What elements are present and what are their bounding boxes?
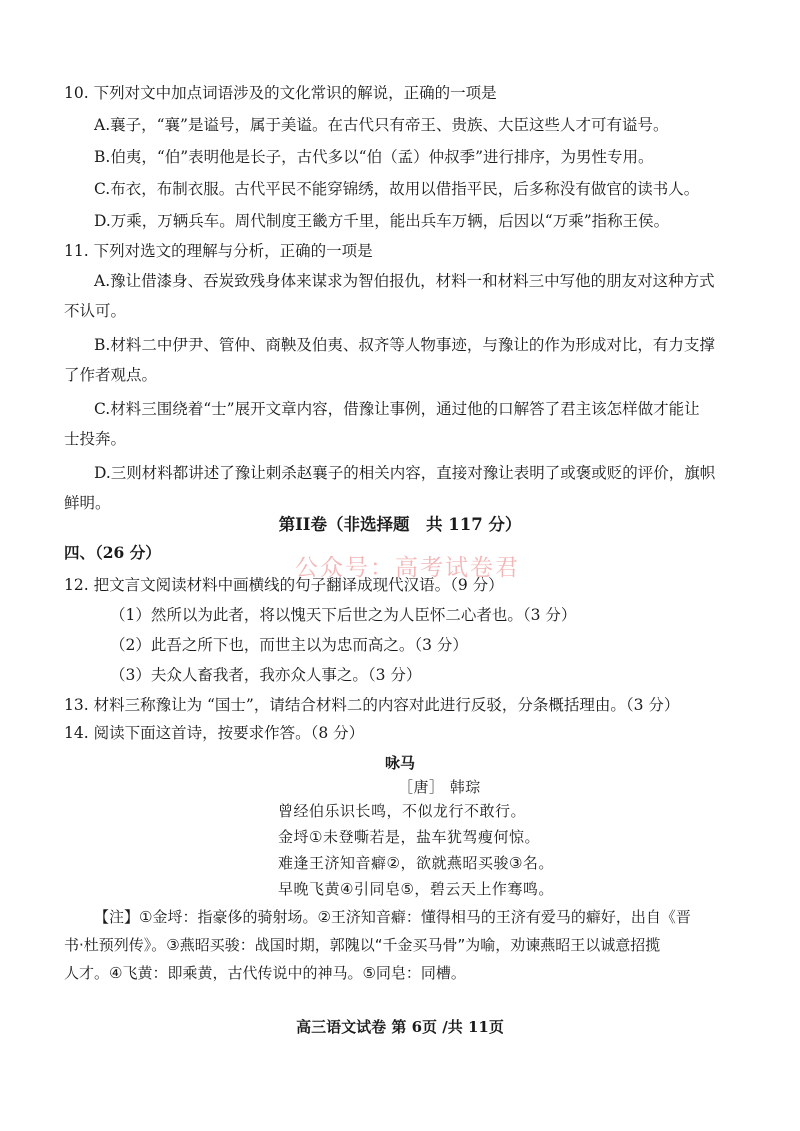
q11-stem: 11. 下列对选文的理解与分析，正确的一项是	[64, 242, 373, 260]
q10-option-d: D.万乘，万辆兵车。周代制度王畿方千里，能出兵车万辆，后因以“万乘”指称王侯。	[94, 212, 670, 230]
q10-option-a: A.襄子，“襄”是谥号，属于美谥。在古代只有帝王、贵族、大臣这些人才可有谥号。	[94, 116, 669, 134]
q12-sub-3: （3）夫众人畜我者，我亦众人事之。（3 分）	[110, 666, 422, 684]
q12-sub-2: （2）此吾之所下也，而世主以为忠而高之。（3 分）	[110, 636, 468, 654]
q10-stem: 10. 下列对文中加点词语涉及的文化常识的解说，正确的一项是	[64, 84, 497, 102]
poem-line-3: 难逢王济知音癖②，欲就燕昭买骏③名。	[278, 854, 554, 872]
q10-option-b: B.伯夷，“伯”表明他是长子，古代多以“伯（孟）仲叔季”进行排序，为男性专用。	[94, 148, 654, 166]
q11-option-d: D.三则材料都讲述了豫让刺杀赵襄子的相关内容，直接对豫让表明了或褒或贬的评价，旗帜	[94, 464, 716, 482]
q10-option-c: C.布衣，布制衣服。古代平民不能穿锦绣，故用以借指平民，后多称没有做官的读书人。	[94, 180, 700, 198]
poem-line-1: 曾经伯乐识长鸣，不似龙行不敢行。	[278, 802, 527, 820]
watermark: 公众号：高考试卷君	[295, 555, 520, 581]
q14-stem: 14. 阅读下面这首诗，按要求作答。（8 分）	[64, 724, 365, 742]
note-line-2: 书·杜预列传》。③燕昭买骏：战国时期，郭隗以“千金买马骨”为喻，劝谏燕昭王以诚意招揽	[64, 936, 661, 954]
q11-option-b: B.材料二中伊尹、管仲、商鞅及伯夷、叔齐等人物事迹，与豫让的作为形成对比，有力支撑	[94, 336, 715, 354]
poem-author: ［唐］ 韩琮	[398, 778, 481, 796]
poem-line-4: 早晚飞黄④引同皂⑤，碧云天上作骞鸣。	[278, 880, 554, 898]
q11-option-a-cont: 不认可。	[64, 302, 127, 320]
q11-option-b-cont: 了作者观点。	[64, 366, 158, 384]
q13-stem: 13. 材料三称豫让为 “国士”，请结合材料二的内容对此进行反驳，分条概括理由。（3 分）	[64, 696, 680, 714]
q11-option-c: C.材料三围绕着“士”展开文章内容，借豫让事例，通过他的口解答了君主该怎样做才能让	[94, 400, 700, 418]
page-footer: 高三语文试卷 第 6页 /共 11页	[296, 1018, 504, 1036]
note-line-1: 【注】①金埒：指豪侈的骑射场。②王济知音癖：懂得相马的王济有爱马的癖好，出自《晋	[94, 908, 691, 926]
poem-title: 咏马	[384, 754, 415, 772]
q11-option-c-cont: 士投奔。	[64, 430, 127, 448]
q11-option-a: A.豫让借漆身、吞炭致残身体来谋求为智伯报仇，材料一和材料三中写他的朋友对这种方式	[94, 272, 715, 290]
note-line-3: 人才。④飞黄：即乘黄，古代传说中的神马。⑤同皂：同槽。	[64, 964, 466, 982]
section-title: 第II卷（非选择题 共 117 分）	[278, 515, 522, 534]
q12-stem: 12. 把文言文阅读材料中画横线的句子翻译成现代汉语。（9 分）	[64, 576, 504, 594]
part-four-heading: 四、（26 分）	[64, 543, 161, 562]
q11-option-d-cont: 鲜明。	[64, 494, 111, 512]
poem-line-2: 金埒①未登嘶若是，盐车犹驾瘦何惊。	[278, 828, 540, 846]
q12-sub-1: （1）然所以为此者，将以愧天下后世之为人臣怀二心者也。（3 分）	[110, 606, 577, 624]
